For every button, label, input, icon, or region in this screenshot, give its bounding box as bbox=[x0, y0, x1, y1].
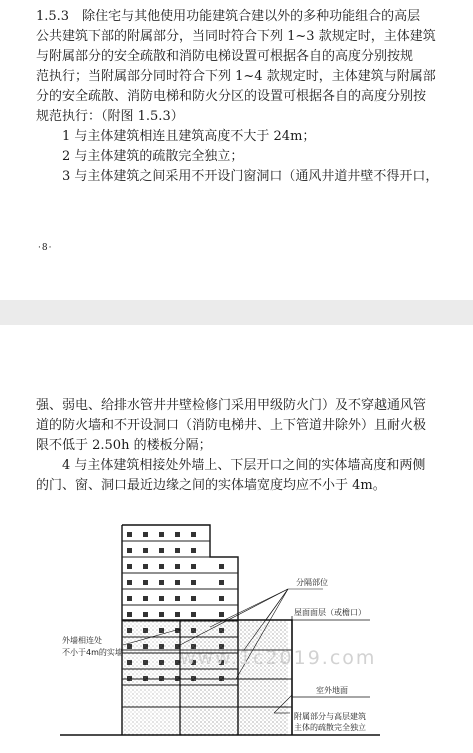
page-1-text bbox=[36, 7, 446, 187]
label-wall-line1: 外墙相连处 bbox=[62, 636, 102, 645]
label-partition: 分隔部位 bbox=[296, 578, 328, 587]
label-ground: 室外地面 bbox=[316, 686, 348, 695]
text-line: 限不低于 2.50h 的楼板分隔； bbox=[36, 438, 212, 453]
watermark: www.1c2019.com bbox=[180, 647, 377, 669]
label-roof: 屋面面层（或檐口） bbox=[294, 608, 366, 617]
page-2-text bbox=[36, 396, 446, 496]
document-page-1 bbox=[0, 0, 473, 300]
building-section-figure bbox=[60, 517, 380, 743]
text-line: 分的安全疏散、消防电梯和防火分区的设置可根据各自的高度分别按 bbox=[36, 89, 427, 104]
text-line: 强、弱电、给排水管井井壁检修门采用甲级防火门）及不穿越通风管 bbox=[36, 398, 427, 413]
text-line: 与附属部分的安全疏散和消防电梯设置可根据各自的高度分别按规 bbox=[36, 49, 414, 64]
label-note-line2: 主体的疏散完全独立 bbox=[294, 723, 366, 732]
list-item: 3 与主体建筑之间采用不开设门窗洞口（通风井道井壁不得开口， bbox=[62, 169, 439, 184]
page-gap bbox=[0, 300, 473, 325]
text-line: 公共建筑下部的附属部分，当同时符合下列 1~3 款规定时，主体建筑 bbox=[36, 29, 436, 44]
roof-line bbox=[292, 616, 370, 624]
list-item: 2 与主体建筑的疏散完全独立； bbox=[62, 149, 244, 164]
list-item: 1 与主体建筑相连且建筑高度不大于 24m； bbox=[62, 129, 316, 144]
label-note-line1: 附属部分与高层建筑 bbox=[294, 712, 366, 721]
page-number: ·8· bbox=[38, 243, 53, 253]
text-line: 的门、窗、洞口最近边缘之间的实体墙宽度均应不小于 4m。 bbox=[36, 478, 386, 493]
text-line: 规范执行：（附图 1.5.3） bbox=[36, 109, 184, 124]
text-line: 道的防火墙和不开设洞口（消防电梯井、上下管道井除外）且耐火极 bbox=[36, 418, 427, 433]
label-wall-line2: 不小于4m的实墙 bbox=[62, 648, 123, 657]
text-line: 1.5.3 除住宅与其他使用功能建筑合建以外的多种功能组合的高层 bbox=[36, 9, 421, 24]
text-line: 范执行；当附属部分同时符合下列 1~4 款规定时，主体建筑与附属部 bbox=[36, 69, 436, 84]
list-item: 4 与主体建筑相接处外墙上、下层开口之间的实体墙高度和两侧 bbox=[62, 458, 426, 473]
podium bbox=[122, 620, 292, 735]
